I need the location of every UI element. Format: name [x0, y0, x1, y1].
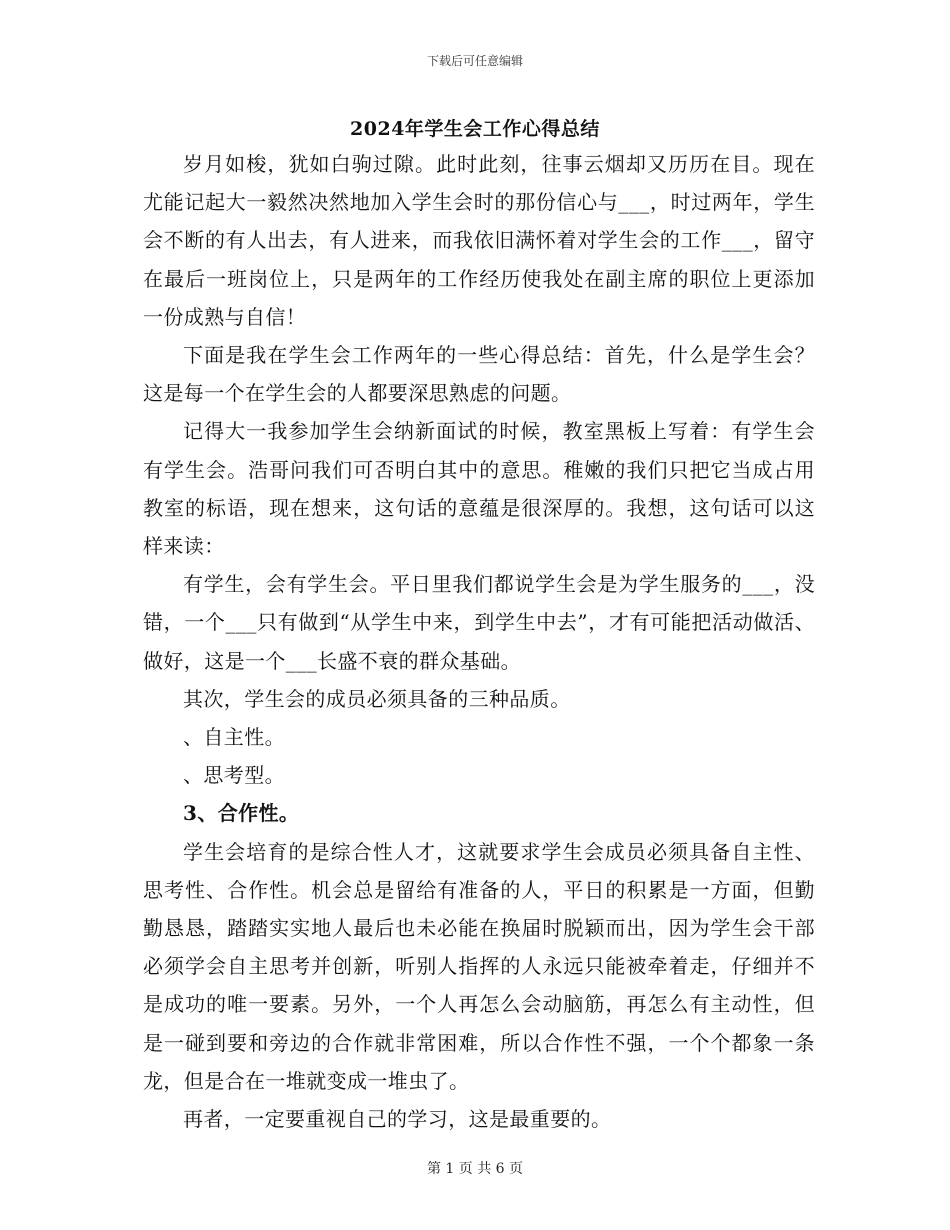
paragraph-study: 再者，一定要重视自己的学习，这是最重要的。 [183, 1107, 612, 1132]
paragraph-service: 有学生，会有学生会。平日里我们都说学生会是为学生服务的___，没错，一个___只有做到“从学生中来，到学生中去”，才有可能把活动做活、做好，这是一个___长盛不衰的群众基础。 [143, 572, 815, 673]
paragraph-summary-intro: 下面是我在学生会工作两年的一些心得总结：首先，什么是学生会？这是每一个在学生会的人都要深思熟虑的问题。 [143, 343, 815, 406]
paragraph-qualities-detail: 学生会培育的是综合性人才，这就要求学生会成员必须具备自主性、思考性、合作性。机会总是留给有准备的人，平日的积累是一方面，但勤勤恳恳，踏踏实实地人最后也未必能在换届时脱颖而出，因为学生会干部必须学会自主思考并创新，听别人指挥的人永远只能被牵着走，仔细并不是成功的唯一要素。另外，一个人再怎么会动脑筋，再怎么有主动性，但是一碰到要和旁边的合作就非常困难，所以合作性不强，一个个都象一条龙，但是合在一堆就变成一堆虫了。 [143, 839, 815, 1093]
paragraph-intro: 岁月如梭，犹如白驹过隙。此时此刻，往事云烟却又历历在目。现在尤能记起大一毅然决然地加入学生会时的那份信心与___，时过两年，学生会不断的有人出去，有人进来，而我依旧满怀着对学生会的工作___，留守在最后一班岗位上，只是两年的工作经历使我处在副主席的职位上更添加一份成熟与自信！ [143, 152, 815, 329]
list-item-quality-1: 、自主性。 [183, 725, 285, 750]
page-number-footer: 第 1 页 共 6 页 [426, 1161, 524, 1177]
page-header-note: 下载后可任意编辑 [426, 54, 523, 68]
list-item-quality-3: 3、合作性。 [183, 801, 300, 826]
document-title: 2024年学生会工作心得总结 [350, 118, 600, 140]
document-body [143, 145, 815, 1138]
paragraph-interview-memory: 记得大一我参加学生会纳新面试的时候，教室黑板上写着：有学生会有学生会。浩哥问我们可否明白其中的意思。稚嫩的我们只把它当成占用教室的标语，现在想来，这句话的意蕴是很深厚的。我想，这句话可以这样来读： [143, 419, 815, 559]
paragraph-qualities-intro: 其次，学生会的成员必须具备的三种品质。 [183, 686, 571, 711]
list-item-quality-2: 、思考型。 [183, 763, 285, 788]
